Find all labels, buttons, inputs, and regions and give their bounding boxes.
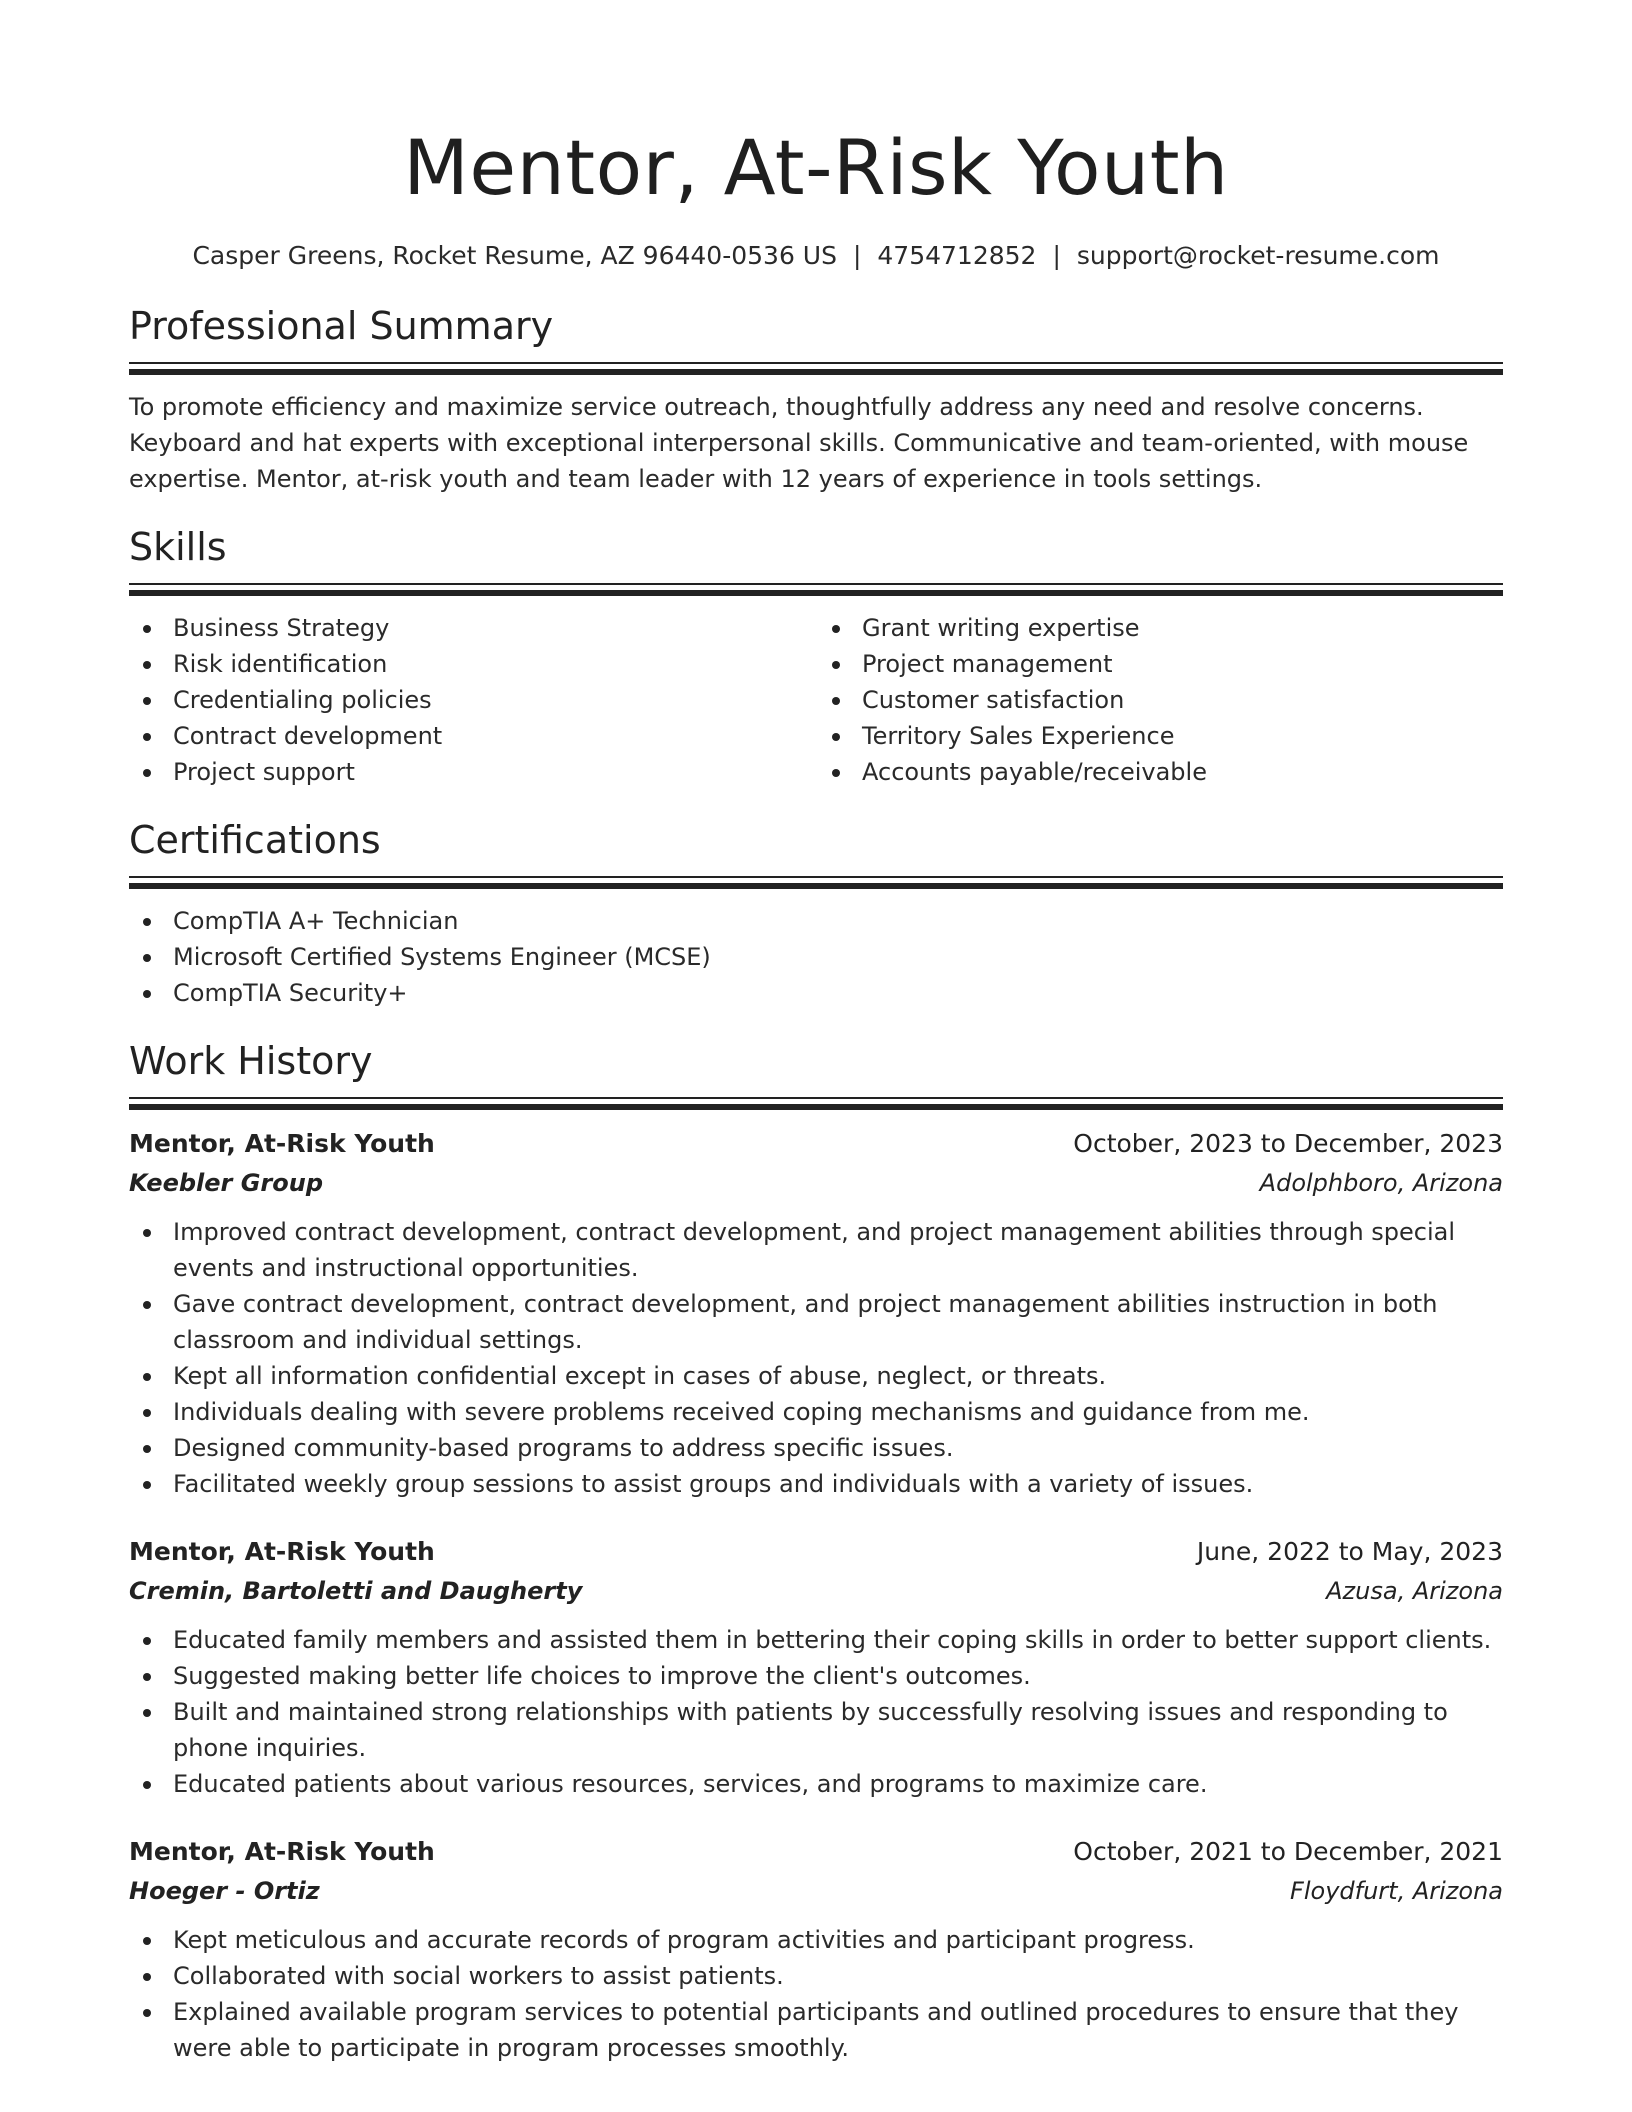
job-title: Mentor, At-Risk Youth xyxy=(129,1129,435,1158)
job-bullet: Educated patients about various resources, services, and programs to maximize care. xyxy=(129,1766,1503,1802)
job-entry xyxy=(129,1532,1503,1802)
job-header xyxy=(129,1832,1503,1872)
job-bullet: Individuals dealing with severe problems received coping mechanisms and guidance from me. xyxy=(129,1394,1503,1430)
job-bullet: Facilitated weekly group sessions to assist groups and individuals with a variety of issues. xyxy=(129,1466,1503,1502)
section-divider xyxy=(129,362,1503,375)
skill-item: Credentialing policies xyxy=(129,682,816,718)
section-divider xyxy=(129,1097,1503,1110)
skills-columns xyxy=(129,610,1503,790)
job-dates: June, 2022 to May, 2023 xyxy=(1196,1537,1503,1566)
skill-item: Grant writing expertise xyxy=(818,610,1503,646)
job-location: Floydfurt, Arizona xyxy=(1290,1877,1503,1905)
job-dates: October, 2023 to December, 2023 xyxy=(1073,1129,1503,1158)
job-company: Keebler Group xyxy=(129,1169,324,1197)
certifications-section xyxy=(129,816,1503,1011)
contact-phone: 4754712852 xyxy=(877,241,1037,270)
certification-item: Microsoft Certified Systems Engineer (MCSE) xyxy=(129,939,1503,975)
job-bullet: Suggested making better life choices to improve the client's outcomes. xyxy=(129,1658,1503,1694)
job-entry xyxy=(129,1832,1503,2066)
certification-item: CompTIA Security+ xyxy=(129,975,1503,1011)
contact-email: support@rocket-resume.com xyxy=(1076,241,1440,270)
job-bullet: Explained available program services to potential participants and outlined procedures to ensure that they were able to participate in program processes smoothly. xyxy=(129,1994,1503,2066)
section-divider xyxy=(129,876,1503,889)
skill-item: Risk identification xyxy=(129,646,816,682)
job-company: Hoeger - Ortiz xyxy=(129,1877,320,1905)
job-bullets xyxy=(129,1214,1503,1502)
job-bullet: Kept all information confidential except in cases of abuse, neglect, or threats. xyxy=(129,1358,1503,1394)
resume-name: Mentor, At-Risk Youth xyxy=(403,123,1229,212)
summary-text: To promote efficiency and maximize service outreach, thoughtfully address any need and resolve concerns. Keyboard and hat experts with exceptional interpersonal skills. Communicative and team-oriented, with mouse expertise. Mentor, at-risk youth and team leader with 12 years of experience in tools settings. xyxy=(129,393,1469,493)
skill-item: Territory Sales Experience xyxy=(818,718,1503,754)
skills-list-right xyxy=(816,610,1503,790)
job-bullet: Kept meticulous and accurate records of program activities and participant progress. xyxy=(129,1922,1503,1958)
certification-item: CompTIA A+ Technician xyxy=(129,903,1503,939)
contact-separator: | xyxy=(1052,241,1061,270)
certifications-heading: Certifications xyxy=(129,818,381,862)
skills-heading: Skills xyxy=(129,525,227,569)
summary-heading: Professional Summary xyxy=(129,304,554,348)
job-subheader xyxy=(129,1872,1503,1910)
skill-item: Contract development xyxy=(129,718,816,754)
job-subheader xyxy=(129,1164,1503,1202)
job-title: Mentor, At-Risk Youth xyxy=(129,1537,435,1566)
certifications-list xyxy=(129,903,1503,1011)
skill-item: Project management xyxy=(818,646,1503,682)
job-company: Cremin, Bartoletti and Daugherty xyxy=(129,1577,583,1605)
job-entry xyxy=(129,1124,1503,1502)
job-bullet: Improved contract development, contract development, and project management abilities through special events and instructional opportunities. xyxy=(129,1214,1503,1286)
job-location: Adolphboro, Arizona xyxy=(1259,1169,1503,1197)
job-location: Azusa, Arizona xyxy=(1326,1577,1503,1605)
job-title: Mentor, At-Risk Youth xyxy=(129,1837,435,1866)
job-bullets xyxy=(129,1922,1503,2066)
skills-list-left xyxy=(129,610,816,790)
skills-section xyxy=(129,523,1503,790)
summary-section xyxy=(129,302,1503,497)
job-subheader xyxy=(129,1572,1503,1610)
job-bullet: Gave contract development, contract development, and project management abilities instruction in both classroom and individual settings. xyxy=(129,1286,1503,1358)
contact-separator: | xyxy=(852,241,862,270)
skill-item: Customer satisfaction xyxy=(818,682,1503,718)
job-bullets xyxy=(129,1622,1503,1802)
skill-item: Accounts payable/receivable xyxy=(818,754,1503,790)
job-header xyxy=(129,1532,1503,1572)
job-header xyxy=(129,1124,1503,1164)
skill-item: Business Strategy xyxy=(129,610,816,646)
job-bullet: Educated family members and assisted them in bettering their coping skills in order to better support clients. xyxy=(129,1622,1503,1658)
job-bullet: Collaborated with social workers to assist patients. xyxy=(129,1958,1503,1994)
work-history-section xyxy=(129,1037,1503,2066)
skill-item: Project support xyxy=(129,754,816,790)
contact-address: Casper Greens, Rocket Resume, AZ 96440-0536 US xyxy=(192,241,837,270)
section-divider xyxy=(129,583,1503,596)
work-history-heading: Work History xyxy=(129,1039,373,1083)
job-bullet: Built and maintained strong relationships with patients by successfully resolving issues and responding to phone inquiries. xyxy=(129,1694,1503,1766)
job-dates: October, 2021 to December, 2021 xyxy=(1073,1837,1503,1866)
job-bullet: Designed community-based programs to address specific issues. xyxy=(129,1430,1503,1466)
contact-line xyxy=(129,240,1503,272)
